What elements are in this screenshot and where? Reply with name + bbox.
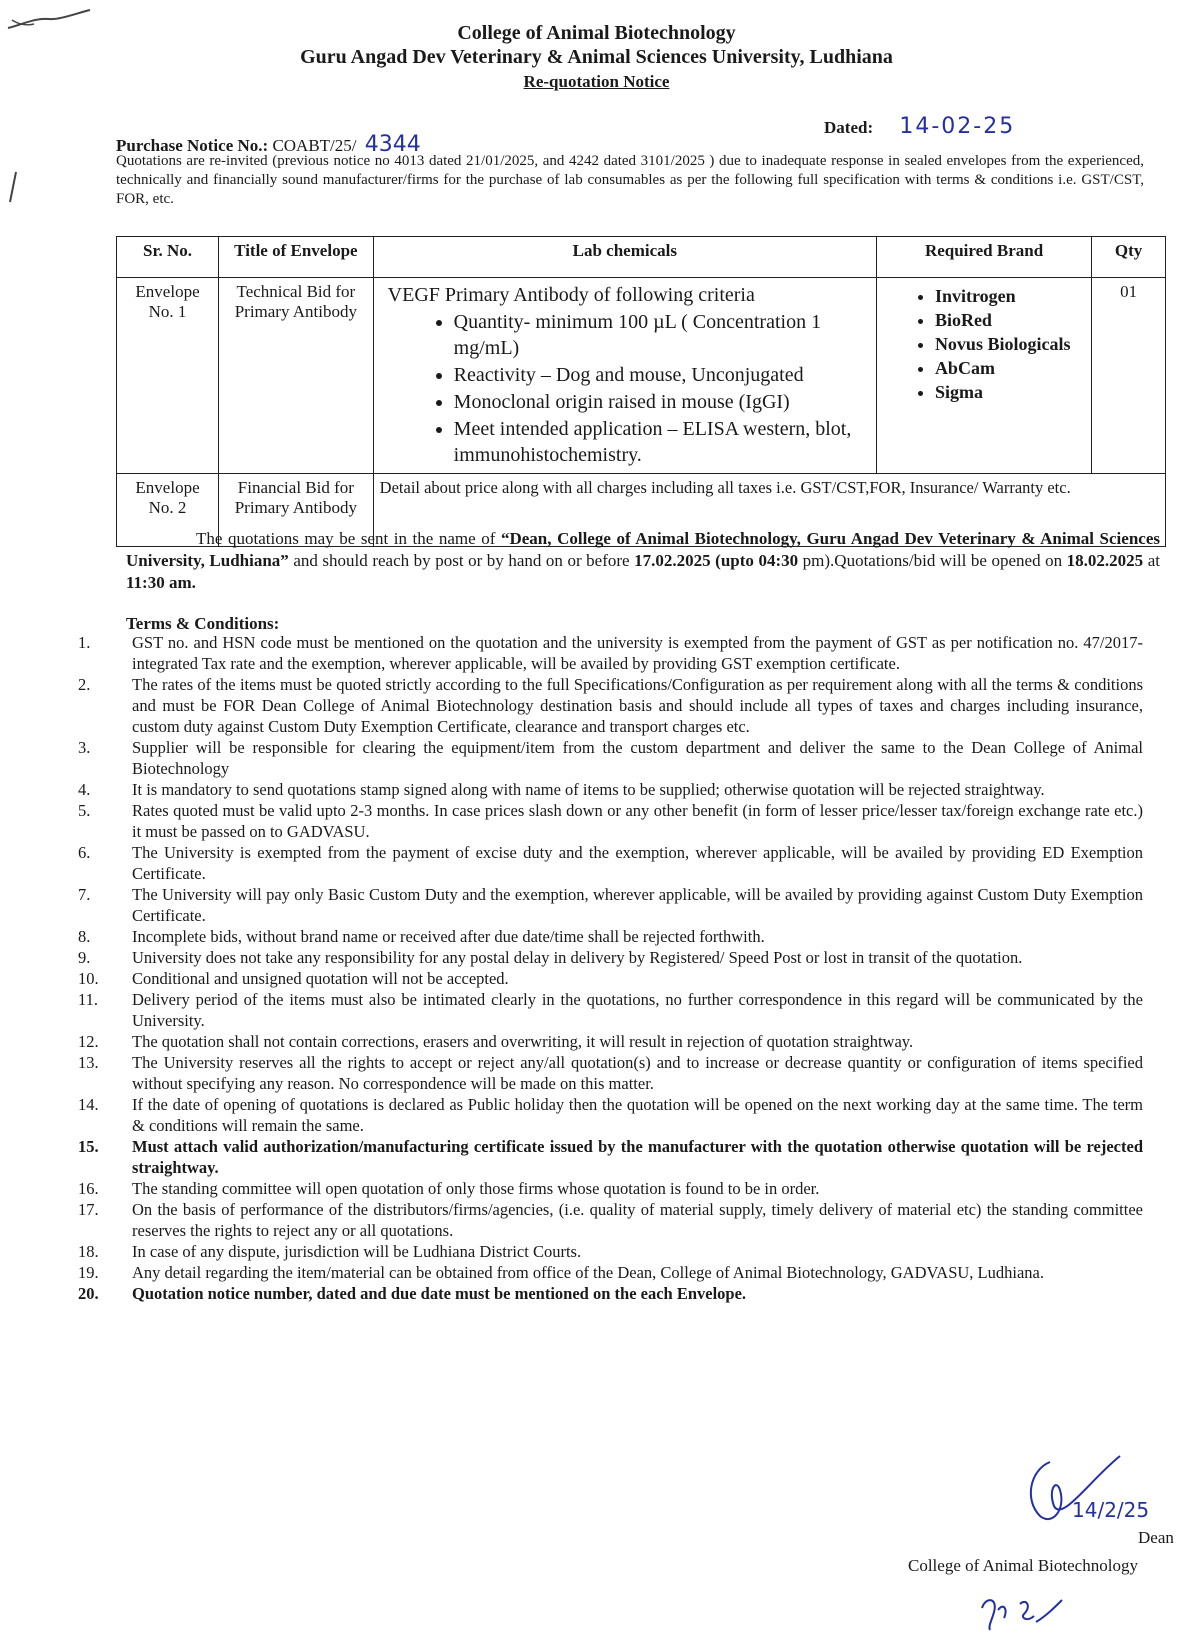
term-number: 20. xyxy=(78,1284,99,1303)
term-number: 16. xyxy=(78,1179,99,1198)
envelope-1-title: Technical Bid for Primary Antibody xyxy=(219,278,374,474)
term-text: Any detail regarding the item/material can be obtained from office of the Dean, College of Animal Biotechnology, GADVASU, Ludhiana. xyxy=(132,1263,1044,1282)
term-text: If the date of opening of quotations is declared as Public holiday then the quotation will be opened on the next working day at the same time. The term & conditions will remain the same. xyxy=(132,1095,1143,1135)
dated-value: 14-02-25 xyxy=(899,114,1016,139)
term-number: 1. xyxy=(78,633,91,652)
term-item xyxy=(0,1241,1193,1262)
envelope-2-detail: Detail about price along with all charges including all taxes i.e. GST/CST,FOR, Insurance/ Warranty etc. xyxy=(373,474,1165,547)
term-number: 5. xyxy=(78,801,91,820)
header-lab-chemicals: Lab chemicals xyxy=(373,237,876,278)
submission-open-time: 11:30 am. xyxy=(126,573,196,592)
term-number: 17. xyxy=(78,1200,99,1219)
term-text: The University is exempted from the payment of excise duty and the exemption, wherever applicable, will be availed by providing ED Exemption Certificate. xyxy=(132,843,1143,883)
envelope-1-qty: 01 xyxy=(1092,278,1166,474)
signatory-designation: Dean xyxy=(1138,1528,1174,1547)
term-item xyxy=(0,1262,1193,1283)
term-item xyxy=(0,632,1193,674)
term-text: The University reserves all the rights to accept or reject any/all quotation(s) and to increase or decrease quantity or configuration of items specified without specifying any reason. No correspondence will be made on this matter. xyxy=(132,1053,1143,1093)
term-item xyxy=(0,1031,1193,1052)
term-text: The rates of the items must be quoted strictly according to the full Specifications/Configuration as per requirement along with all the terms & conditions and must be FOR Dean College of Animal Biotechnology destination basis and should include all types of taxes and charges including insurance, custom duty against Custom Duty Exemption Certificate, clearance and transport charges etc. xyxy=(132,675,1143,736)
term-text: On the basis of performance of the distributors/firms/agencies, (i.e. quality of material supply, timely delivery of material etc) the standing committee reserves the rights to reject any or all quotations. xyxy=(132,1200,1143,1240)
term-text: Must attach valid authorization/manufacturing certificate issued by the manufacturer with the quotation otherwise quotation will be rejected straightway. xyxy=(132,1137,1143,1177)
term-number: 9. xyxy=(78,948,91,967)
header-qty: Qty xyxy=(1092,237,1166,278)
purchase-notice-label: Purchase Notice No.: xyxy=(116,136,269,155)
brand-item: • Novus Biologicals xyxy=(935,332,1085,356)
term-text: The University will pay only Basic Custom Duty and the exemption, wherever applicable, will be availed by providing against Custom Duty Exemption Certificate. xyxy=(132,885,1143,925)
term-item xyxy=(0,884,1193,926)
term-number: 19. xyxy=(78,1263,99,1282)
brand-item: • Invitrogen xyxy=(935,284,1085,308)
dean-signature xyxy=(1010,1450,1160,1540)
term-number: 10. xyxy=(78,969,99,988)
term-text: The standing committee will open quotation of only those firms whose quotation is found to be in order. xyxy=(132,1179,820,1198)
intro-paragraph: Quotations are re-invited (previous notice no 4013 dated 21/01/2025, and 4242 dated 3101/2025 ) due to inadequate response in sealed envelopes from the experienced, technically and financially sound manufacturer/firms for the purchase of lab consumables as per the following full specification with terms & conditions i.e. GST/CST, FOR, etc. xyxy=(116,153,1144,207)
notice-title: Re-quotation Notice xyxy=(523,72,670,91)
chemical-title: VEGF Primary Antibody of following criteria xyxy=(387,284,755,306)
term-number: 6. xyxy=(78,843,91,862)
term-text: It is mandatory to send quotations stamp signed along with name of items to be supplied; otherwise quotation will be rejected straightway. xyxy=(132,780,1045,799)
term-text: University does not take any responsibility for any postal delay in delivery by Registered/ Speed Post or lost in transit of the quotation. xyxy=(132,948,1023,967)
brand-list xyxy=(883,284,1085,404)
term-item xyxy=(0,779,1193,800)
signature-date: 14/2/25 xyxy=(1072,1498,1150,1522)
term-number: 3. xyxy=(78,738,91,757)
submission-addressee: “Dean, College of Animal Biotechnology, Guru Angad Dev Veterinary & Animal Sciences University, Ludhiana” xyxy=(126,529,1160,570)
term-item xyxy=(0,968,1193,989)
header-title-of-envelope: Title of Envelope xyxy=(219,237,374,278)
brand-item: • BioRed xyxy=(935,308,1085,332)
term-text: In case of any dispute, jurisdiction will be Ludhiana District Courts. xyxy=(132,1242,582,1261)
terms-list xyxy=(0,632,1193,1304)
submission-due-date: 17.02.2025 (upto 04:30 xyxy=(634,551,799,570)
term-item xyxy=(0,947,1193,968)
specification-table xyxy=(116,236,1166,547)
dated-label: Dated: xyxy=(824,118,874,137)
envelope-1-brands xyxy=(876,278,1091,474)
college-name: College of Animal Biotechnology xyxy=(457,22,736,44)
criteria-item: • Monoclonal origin raised in mouse (IgGI) xyxy=(454,389,870,415)
criteria-item: • Quantity- minimum 100 µL ( Concentration 1 mg/mL) xyxy=(454,309,870,361)
envelope-1-chemicals xyxy=(373,278,876,474)
term-text: GST no. and HSN code must be mentioned on the quotation and the university is exempted from the payment of GST as per notification no. 47/2017-integrated Tax rate and the exemption, wherever applicable, will be availed by providing GST exemption certificate. xyxy=(132,633,1143,673)
term-text: The quotation shall not contain corrections, erasers and overwriting, it will result in rejection of quotation straightway. xyxy=(132,1032,914,1051)
submission-open-date: 18.02.2025 xyxy=(1066,551,1144,570)
envelope-2-sr: Envelope No. 2 xyxy=(117,474,219,547)
criteria-list xyxy=(380,309,870,468)
term-number: 11. xyxy=(78,990,99,1009)
table-header-row xyxy=(117,237,1166,278)
margin-pen-mark xyxy=(6,170,20,204)
term-item xyxy=(0,926,1193,947)
term-text: Rates quoted must be valid upto 2-3 months. In case prices slash down or any other benefit (in form of lesser price/lesser tax/foreign exchange rate etc.) it must be passed on to GADVASU. xyxy=(132,801,1143,841)
term-number: 7. xyxy=(78,885,91,904)
term-number: 8. xyxy=(78,927,91,946)
term-item xyxy=(0,1094,1193,1136)
term-number: 13. xyxy=(78,1053,99,1072)
term-text: Incomplete bids, without brand name or received after due date/time shall be rejected forthwith. xyxy=(132,927,765,946)
term-number: 15. xyxy=(78,1137,99,1156)
term-number: 14. xyxy=(78,1095,99,1114)
header-required-brand: Required Brand xyxy=(876,237,1091,278)
submission-text: The quotations may be sent in the name of xyxy=(196,529,501,548)
term-number: 2. xyxy=(78,675,91,694)
brand-item: • Sigma xyxy=(935,380,1085,404)
submission-text: pm).Quotations/bid will be opened on xyxy=(798,551,1067,570)
criteria-item: • Reactivity – Dog and mouse, Unconjugated xyxy=(454,362,870,388)
term-text: Supplier will be responsible for clearing the equipment/item from the custom department and deliver the same to the Dean College of Animal Biotechnology xyxy=(132,738,1143,778)
header-sr-no: Sr. No. xyxy=(117,237,219,278)
term-item xyxy=(0,737,1193,779)
term-item xyxy=(0,989,1193,1031)
term-text: Quotation notice number, dated and due date must be mentioned on the each Envelope. xyxy=(132,1284,747,1303)
terms-title: Terms & Conditions: xyxy=(126,614,280,633)
term-number: 18. xyxy=(78,1242,99,1261)
submission-text: and should reach by post or by hand on or before xyxy=(288,551,635,570)
term-item xyxy=(0,1199,1193,1241)
term-item xyxy=(0,1136,1193,1178)
purchase-notice-prefix: COABT/25/ xyxy=(272,136,357,155)
submission-text: at xyxy=(1143,551,1160,570)
table-row xyxy=(117,278,1166,474)
term-item xyxy=(0,842,1193,884)
envelope-1-sr: Envelope No. 1 xyxy=(117,278,219,474)
term-item xyxy=(0,1283,1193,1304)
term-item xyxy=(0,800,1193,842)
purchase-notice-number: 4344 xyxy=(364,132,421,157)
handwritten-initials xyxy=(976,1588,1066,1634)
signatory-office: College of Animal Biotechnology xyxy=(908,1556,1138,1575)
brand-item: • AbCam xyxy=(935,356,1085,380)
term-number: 4. xyxy=(78,780,91,799)
criteria-item: • Meet intended application – ELISA western, blot, immunohistochemistry. xyxy=(454,416,870,468)
term-item xyxy=(0,1178,1193,1199)
university-name: Guru Angad Dev Veterinary & Animal Sciences University, Ludhiana xyxy=(300,46,893,68)
term-item xyxy=(0,1052,1193,1094)
submission-paragraph xyxy=(126,528,1160,594)
term-item xyxy=(0,674,1193,737)
term-number: 12. xyxy=(78,1032,99,1051)
envelope-2-title: Financial Bid for Primary Antibody xyxy=(219,474,374,547)
term-text: Delivery period of the items must also be intimated clearly in the quotations, no further correspondence in this regard will be communicated by the University. xyxy=(132,990,1143,1030)
term-text: Conditional and unsigned quotation will not be accepted. xyxy=(132,969,509,988)
dated-line xyxy=(824,114,1015,139)
